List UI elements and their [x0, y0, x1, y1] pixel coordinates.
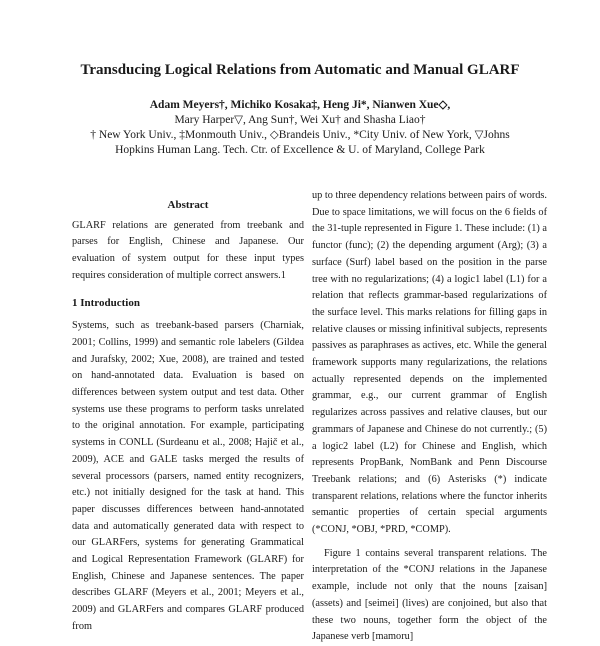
authors-line-2: Mary Harper▽, Ang Sun†, Wei Xu† and Shasha Liao†	[174, 114, 426, 126]
abstract-heading: Abstract	[167, 199, 209, 211]
right-column	[312, 188, 547, 646]
introduction-paragraph: Systems, such as treebank-based parsers (Charniak, 2001; Collins, 1999) and semantic role labelers (Gildea and Jurafsky, 2002; Xue, 2008), are trained and tested on hand-annotated data. Evaluation is based on differences between system output and test data. Other systems use these programs to perform tasks unrelated to the original annotation. For example, participating systems in CONLL (Surdeanu et al., 2008; Hajič et al., 2009), ACE and GALE tasks merged the results of several processors (parsers, named entity recognizers, etc.) not initially designed for the task at hand. This paper discusses differences between hand-annotated data and automatically generated data with respect to our GLARFers, systems for generating Grammatical and Logical Representation Framework (GLARF) for English, Chinese and Japanese sentences. The paper describes GLARF (Meyers et al., 2001; Meyers et al., 2009) and GLARFers and compares GLARF produced from	[72, 320, 304, 632]
affiliations-line-1: † New York Univ., ‡Monmouth Univ., ◇Brandeis Univ., *City Univ. of New York, ▽Johns	[90, 129, 510, 141]
abstract-text: GLARF relations are generated from treebank and parses for English, Chinese and Japanese. Our evaluation of system output for these input types requires consideration of multiple correct answers.1	[72, 219, 304, 281]
authors-line-1: Adam Meyers†, Michiko Kosaka‡, Heng Ji*, Nianwen Xue◇,	[149, 99, 451, 111]
paper-title: Transducing Logical Relations from Automatic and Manual GLARF	[80, 62, 520, 78]
author-block	[70, 98, 530, 158]
introduction-heading: 1 Introduction	[72, 296, 140, 309]
right-paragraph-2: Figure 1 contains several transparent relations. The interpretation of the *CONJ relations in the Japanese example, include not only that the nouns [zaisan] (assets) and [seimei] (lives) are conjoined, but also that these two nouns, together form the object of the Japanese verb [mamoru]	[312, 547, 547, 643]
left-column	[72, 197, 304, 636]
right-paragraph-1: up to three dependency relations between pairs of words. Due to space limitations, we will focus on the 6 fields of the 31-tuple represented in Figure 1. These include: (1) a functor (func); (2) the depending argument (Arg); (3) a surface (Surf) label based on the position in the parse tree with no regularizations; (4) a logic1 label (L1) for a relation that reflects grammar-based regularizations of the surface level. This marks relations for filling gaps in relative clauses or missing infinitival subjects, represents passives as paraphrases as actives, etc. While the general framework supports many regularizations, the relations actually represented depends on the implemented grammar, e.g., our current grammar of English regularizes across passives and relative clauses, but our grammars of Japanese and Chinese do not currently.; (5) a logic2 label (L2) for Chinese and English, which represents PropBank, NomBank and Penn Discourse Treebank relations; and (6) Asterisks (*) indicate transparent relations, relations where the functor inherits semantic properties of certain special arguments (*CONJ, *OBJ, *PRD, *COMP).	[312, 190, 547, 536]
affiliations-line-2: Hopkins Human Lang. Tech. Ctr. of Excellence & U. of Maryland, College Park	[115, 144, 485, 156]
